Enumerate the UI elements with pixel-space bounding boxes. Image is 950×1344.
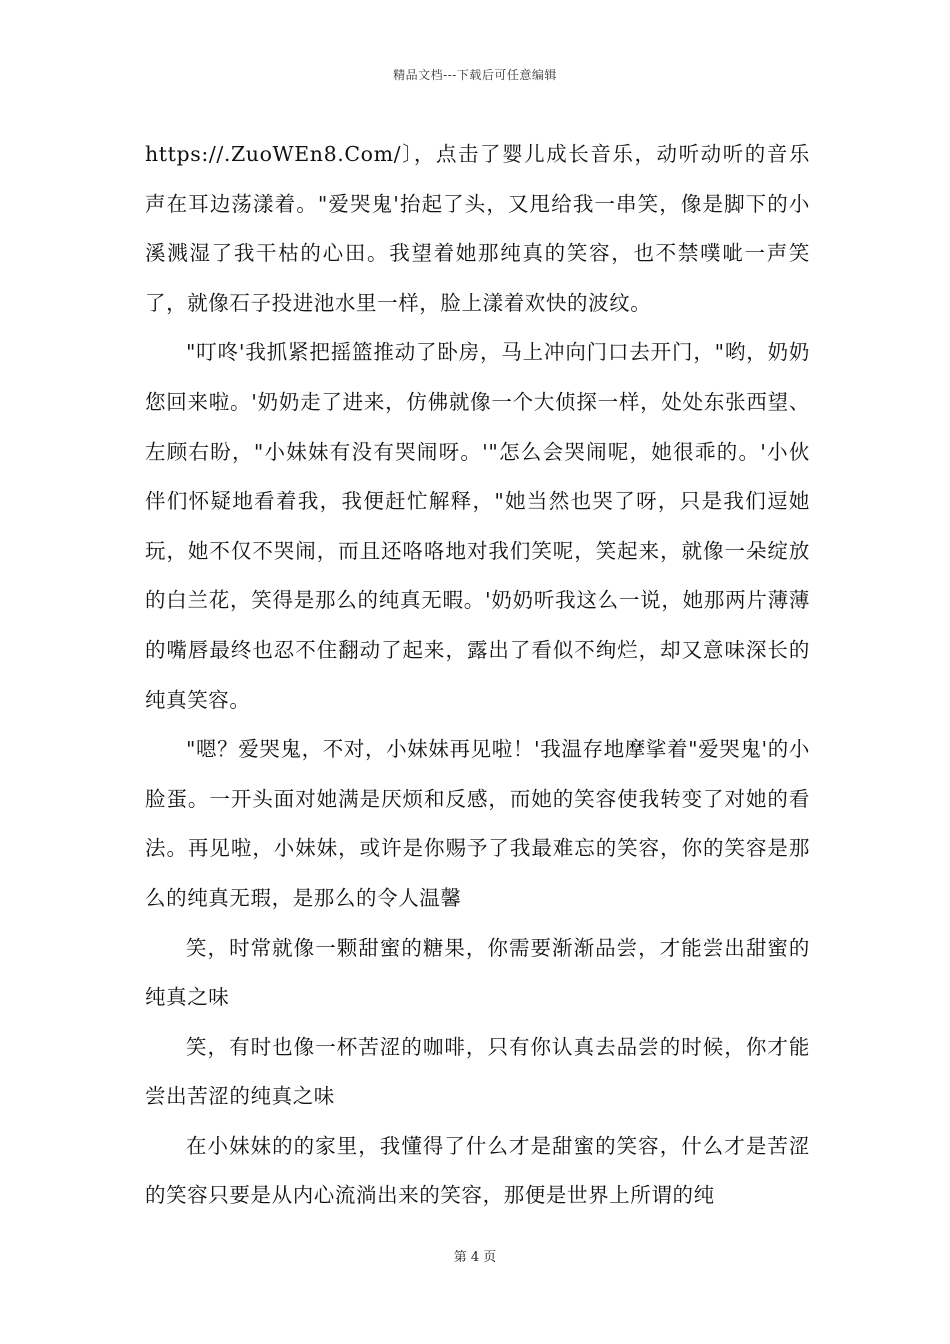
paragraph: https://.ZuoWEn8.Com/〕，点击了婴儿成长音乐，动听动听的音乐声在耳边荡漾着。"爱哭鬼'抬起了头，又甩给我一串笑，像是脚下的小溪溅湿了我干枯的心田。我望着她那纯真的笑容，也不禁噗呲一声笑了，就像石子投进池水里一样，脸上漾着欢快的波纹。	[145, 142, 810, 315]
paragraph: 在小妹妹的的家里，我懂得了什么才是甜蜜的笑容，什么才是苦涩的笑容只要是从内心流淌出来的笑容，那便是世界上所谓的纯	[145, 1133, 810, 1208]
page-number: 第 4 页	[453, 1250, 497, 1265]
page-header: 精品文档---下载后可任意编辑	[393, 68, 557, 82]
document-body	[145, 130, 810, 1221]
paragraph: 笑，有时也像一杯苦涩的咖啡，只有你认真去品尝的时候，你才能尝出苦涩的纯真之味	[145, 1034, 810, 1109]
paragraph: 笑，时常就像一颗甜蜜的糖果，你需要渐渐品尝，才能尝出甜蜜的纯真之味	[145, 935, 810, 1010]
paragraph: "叮咚'我抓紧把摇篮推动了卧房，马上冲向门口去开门，"哟，奶奶您回来啦。'奶奶走了进来，仿佛就像一个大侦探一样，处处东张西望、左顾右盼，"小妹妹有没有哭闹呀。'"怎么会哭闹呢，她很乖的。'小伙伴们怀疑地看着我，我便赶忙解释，"她当然也哭了呀，只是我们逗她玩，她不仅不哭闹，而且还咯咯地对我们笑呢，笑起来，就像一朵绽放的白兰花，笑得是那么的纯真无暇。'奶奶听我这么一说，她那两片薄薄的嘴唇最终也忍不住翻动了起来，露出了看似不绚烂，却又意味深长的纯真笑容。	[145, 340, 810, 712]
paragraph: "嗯？爱哭鬼，不对，小妹妹再见啦！'我温存地摩挲着"爱哭鬼'的小脸蛋。一开头面对她满是厌烦和反感，而她的笑容使我转变了对她的看法。再见啦，小妹妹，或许是你赐予了我最难忘的笑容，你的笑容是那么的纯真无瑕，是那么的令人温馨	[145, 737, 810, 910]
